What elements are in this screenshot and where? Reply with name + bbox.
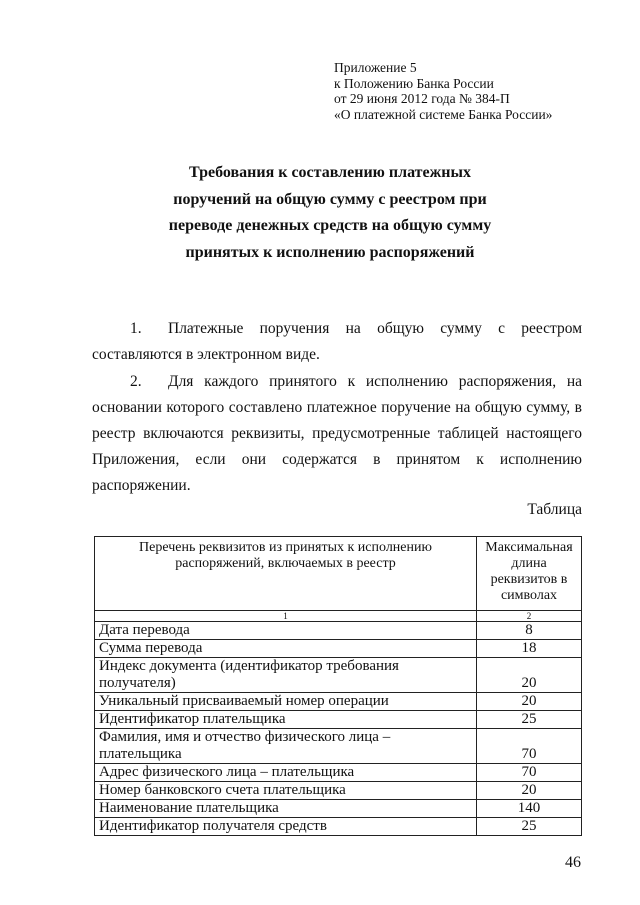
requisite-name: Сумма перевода [95,640,477,658]
appendix-line: Приложение 5 [334,60,417,75]
requisite-name: Идентификатор плательщика [95,711,477,729]
requisite-length: 70 [477,729,582,764]
requisite-name: Уникальный присваиваемый номер операции [95,693,477,711]
table-row [95,640,582,658]
appendix-line: «О платежной системе Банка России» [334,106,553,122]
requisite-length: 70 [477,764,582,782]
requisite-name: Индекс документа (идентификатор требования получателя) [95,658,477,693]
column-number: 2 [477,611,582,622]
requisite-length: 20 [477,693,582,711]
table-row [95,622,582,640]
paragraph-line: основании которого составлено платежное поручение на общую сумму, в [92,399,582,416]
paragraph-line: составляются в электронном виде. [92,346,320,363]
table-caption: Таблица [527,501,582,518]
requisite-length: 18 [477,640,582,658]
paragraph-number: 1. [130,320,142,337]
table-row [95,729,582,764]
table-row [95,693,582,711]
requisite-length: 140 [477,800,582,818]
requisite-name: Фамилия, имя и отчество физического лица – плательщика [95,729,477,764]
paragraph-line [92,316,582,342]
table-row [95,711,582,729]
requisite-length: 25 [477,711,582,729]
table-row [95,800,582,818]
appendix-line: от 29 июня 2012 года № 384-П [334,91,510,106]
requisite-length: 8 [477,622,582,640]
paragraph-text: Платежные поручения на общую сумму с реестром [168,320,582,337]
paragraph-text: Для каждого принятого к исполнению распоряжения, на [168,373,582,390]
appendix-line: к Положению Банка России [334,75,494,91]
title-line: переводе денежных средств на общую сумму [168,217,492,234]
column-number: 1 [95,611,477,622]
paragraph-line [92,369,582,395]
paragraph-2 [92,369,582,499]
paragraph-line: распоряжении. [92,477,191,494]
paragraph-line: реестр включаются реквизиты, предусмотренные таблицей настоящего [92,425,582,442]
requisite-name: Адрес физического лица – плательщика [95,764,477,782]
header-cell-max-length: Максимальная длина реквизитов в символах [477,537,582,611]
paragraph-line: Приложения, если они содержатся в принятом к исполнению [92,451,582,468]
requisite-name: Дата перевода [95,622,477,640]
paragraph-1 [92,316,582,368]
title-line: поручений на общую сумму с реестром при [173,190,487,208]
requisites-table [94,536,582,836]
column-number-row [95,611,582,622]
requisite-name: Наименование плательщика [95,800,477,818]
page-number: 46 [565,854,581,871]
table-row [95,818,582,836]
requisite-length: 20 [477,658,582,693]
header-cell-requisites: Перечень реквизитов из принятых к исполнению распоряжений, включаемых в реестр [95,537,477,611]
title-line: Требования к составлению платежных [189,164,471,181]
document-title [120,160,540,266]
table-row [95,782,582,800]
requisite-length: 25 [477,818,582,836]
table-header-row [95,537,582,611]
appendix-reference [334,60,552,122]
requisite-name: Номер банковского счета плательщика [95,782,477,800]
table-row [95,658,582,693]
paragraph-number: 2. [130,373,142,390]
requisite-name: Идентификатор получателя средств [95,818,477,836]
requisite-length: 20 [477,782,582,800]
table-row [95,764,582,782]
title-line: принятых к исполнению распоряжений [185,243,475,261]
